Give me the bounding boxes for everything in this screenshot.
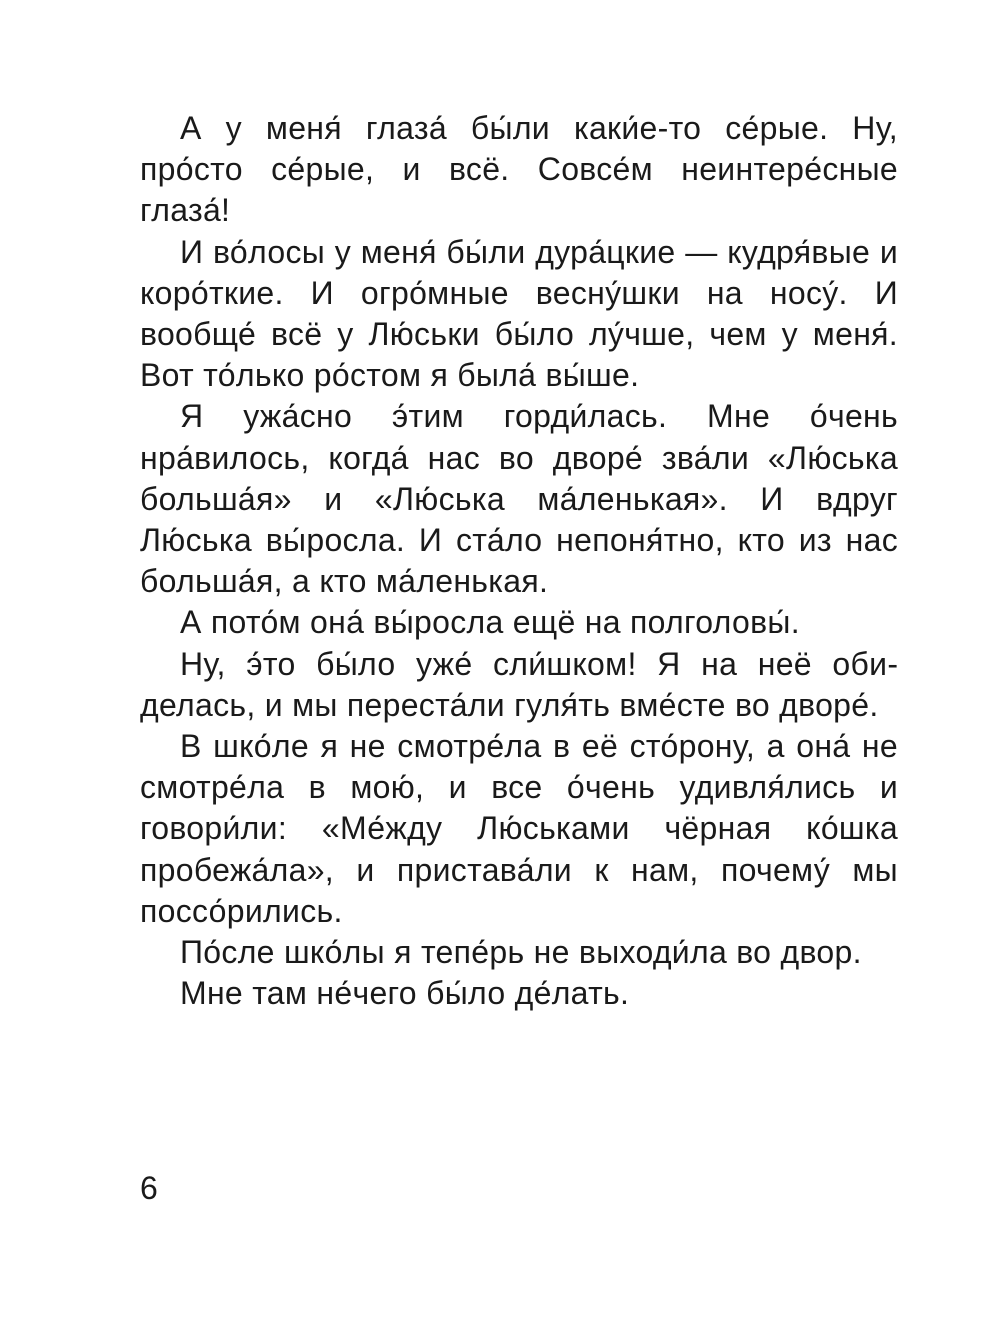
body-text — [140, 108, 898, 1014]
paragraph: Я ужа́сно э́тим горди́лась. Мне о́чень нра́вилось, когда́ нас во дворе́ зва́ли «Лю́ська больша́я» и «Лю́ська ма́ленькая». И вдруг Лю́ська вы́росла. И ста́ло непоня́тно, кто из нас больша́я, а кто ма́ленькая. — [140, 398, 898, 600]
paragraph: И во́лосы у меня́ бы́ли дура́цкие — кудря́вые и коро́ткие. И огро́мные весну́шки на носу́. И вообще́ всё у Лю́ськи бы́ло лу́чше, чем у меня́. Вот то́лько ро́стом я была́ вы́ше. — [140, 233, 898, 394]
paragraph: А у меня́ глаза́ бы́ли каки́е-то се́рые. Ну, про́сто се́рые, и всё. Совсе́м неинтере́сные глаза́! — [140, 110, 898, 229]
paragraph: В шко́ле я не смотре́ла в её сто́рону, а она́ не смотре́ла в мою́, и все о́чень удивля́лись и говори́ли: «Ме́жду Лю́ськами чёрная ко́шка пробежа́ла», и пристава́ли к нам, почему́ мы поссо́рились. — [140, 728, 898, 929]
paragraph: Ну, э́то бы́ло уже́ сли́шком! Я на неё обиделась, и мы переста́ли гуля́ть вме́сте во дворе́. — [140, 645, 898, 723]
page-number: 6 — [140, 1170, 158, 1206]
paragraph: По́сле шко́лы я тепе́рь не выходи́ла во двор. — [180, 934, 862, 971]
paragraph: А пото́м она́ вы́росла ещё на полголовы́. — [180, 604, 800, 641]
paragraph: Мне там не́чего бы́ло де́лать. — [180, 975, 630, 1012]
